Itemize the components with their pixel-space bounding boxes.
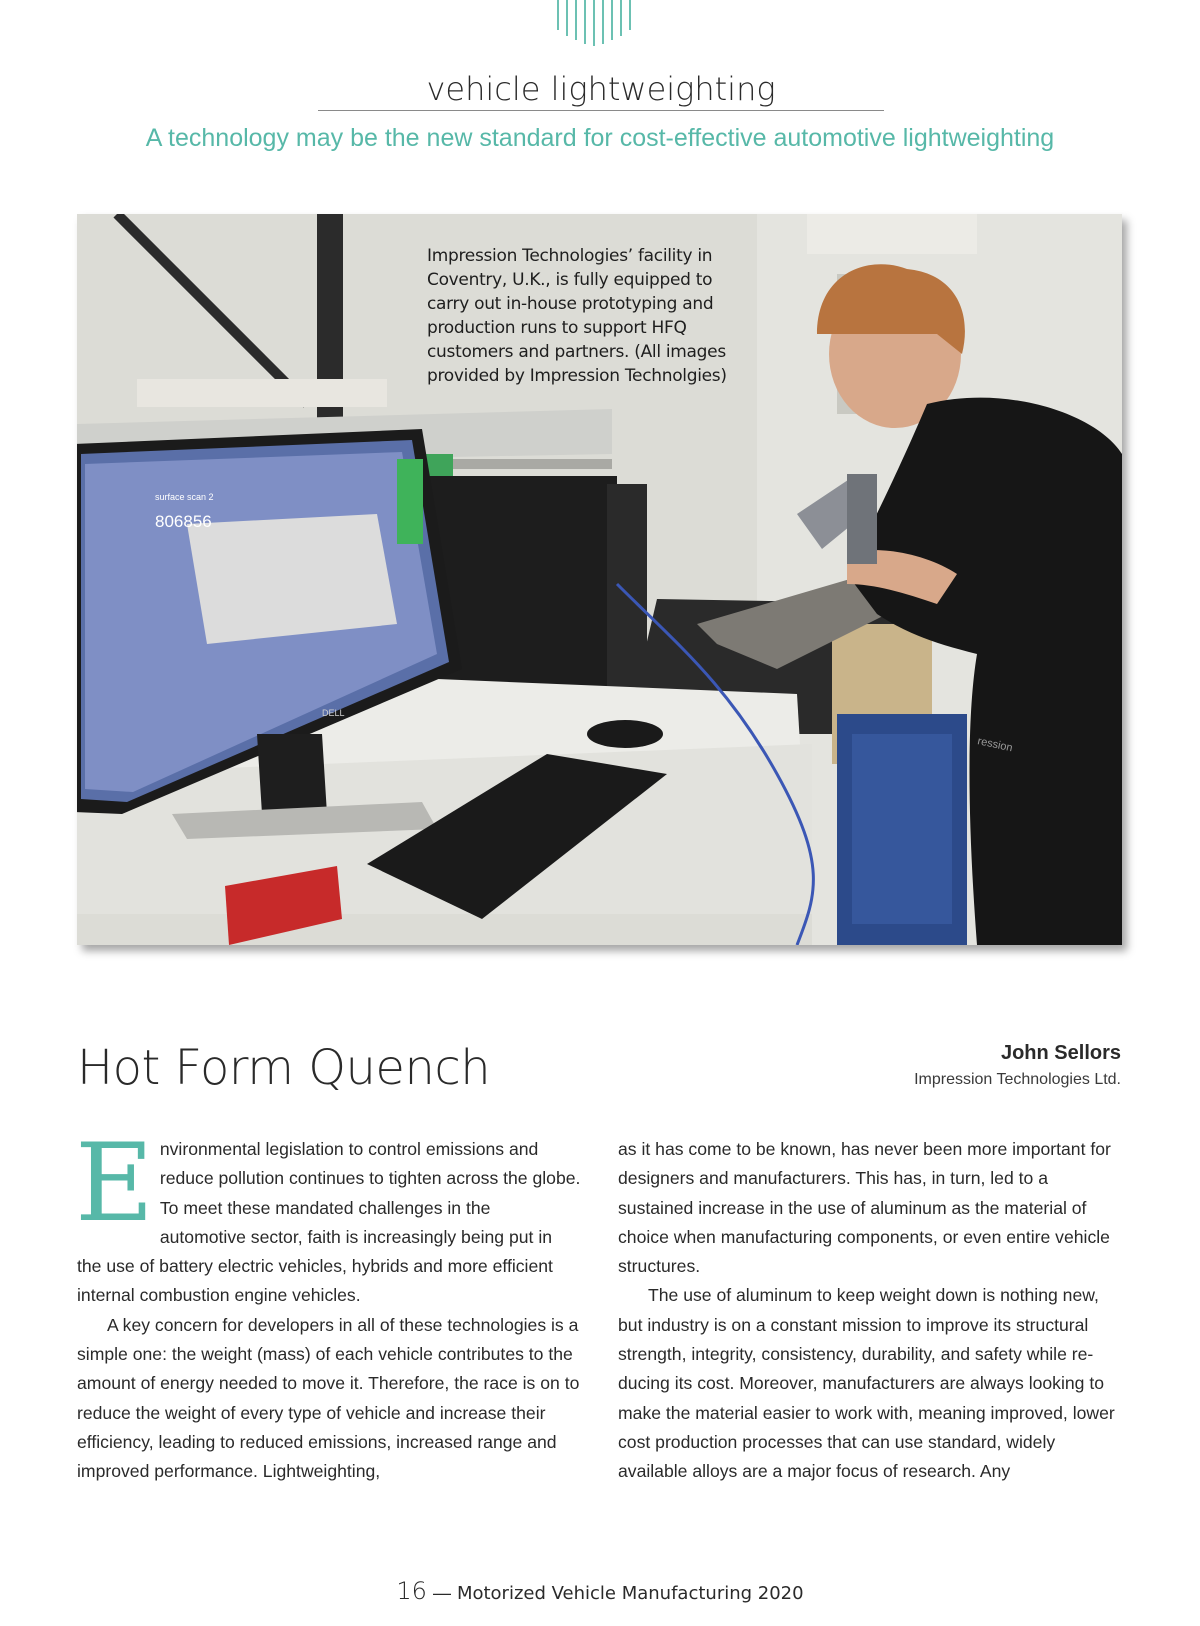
article-subtitle: A technology may be the new standard for cost-effective automotive lightweighting: [145, 124, 1055, 152]
article-paragraph: as it has come to be known, has never been more important for designers and manufacturers. This has, in turn, led to a sustained increase in the use of aluminum as the material of choice when manufacturing components, or even entire vehicle structures.: [618, 1139, 1111, 1277]
footer-separator: —: [432, 1583, 451, 1603]
header-ornament-lines: [557, 0, 641, 48]
article-title: Hot Form Quench: [77, 1040, 491, 1096]
article-paragraph: The use of aluminum to keep weight down is nothing new, but industry is on a constant mission to improve its structural strength, integrity, consistency, durability, and safety while reducing its cost. Moreover, manufacturers are always looking to make the material easier to work with, meaning improved, lower cost production processes that can use standard, widely available alloys are a major focus of research. Any: [618, 1285, 1115, 1482]
section-divider: [318, 110, 884, 111]
author-name: John Sellors: [1000, 1042, 1121, 1064]
monitor-screen-label: surface scan 2: [155, 492, 214, 502]
shirt-logo-text: ression: [976, 735, 1014, 755]
paragraph-text: nvironmental legislation to control emissions and reduce pollution continues to tighten across the globe. To meet these mandated challenges in the automotive sector, faith is increasingly being put in the use of battery electric vehicles, hybrids and more efficient internal combustion engine vehicles.: [77, 1139, 581, 1306]
article-paragraph: [75, 1121, 581, 1311]
facility-photo: [77, 214, 1122, 945]
author-affiliation: Impression Technologies Ltd.: [914, 1071, 1121, 1088]
section-title: vehicle lightweighting: [426, 70, 776, 108]
drop-cap: E: [75, 1121, 154, 1246]
monitor-brand: DELL: [322, 708, 345, 718]
page-number: 16: [396, 1577, 427, 1605]
article-column-left: [75, 1121, 581, 1487]
monitor-screen-number: 806856: [155, 512, 212, 531]
photo-caption: Impression Technologies’ facility in Coventry, U.K., is fully equipped to carry out in-house prototyping and production runs to support HFQ customers and partners. (All images provided by Impression Technolgies): [427, 246, 727, 386]
publication-name: Motorized Vehicle Manufacturing 2020: [456, 1583, 804, 1604]
page-footer: [0, 1577, 1200, 1605]
article-column-right: [618, 1135, 1128, 1487]
article-paragraph: A key concern for developers in all of these technologies is a simple one: the weight (mass) of each vehicle contributes to the amount of energy needed to move it. Therefore, the race is on to reduce the weight of every type of vehicle and increase their efficiency, leading to reduced emissions, increased range and improved performance. Lightweighting,: [77, 1314, 580, 1482]
